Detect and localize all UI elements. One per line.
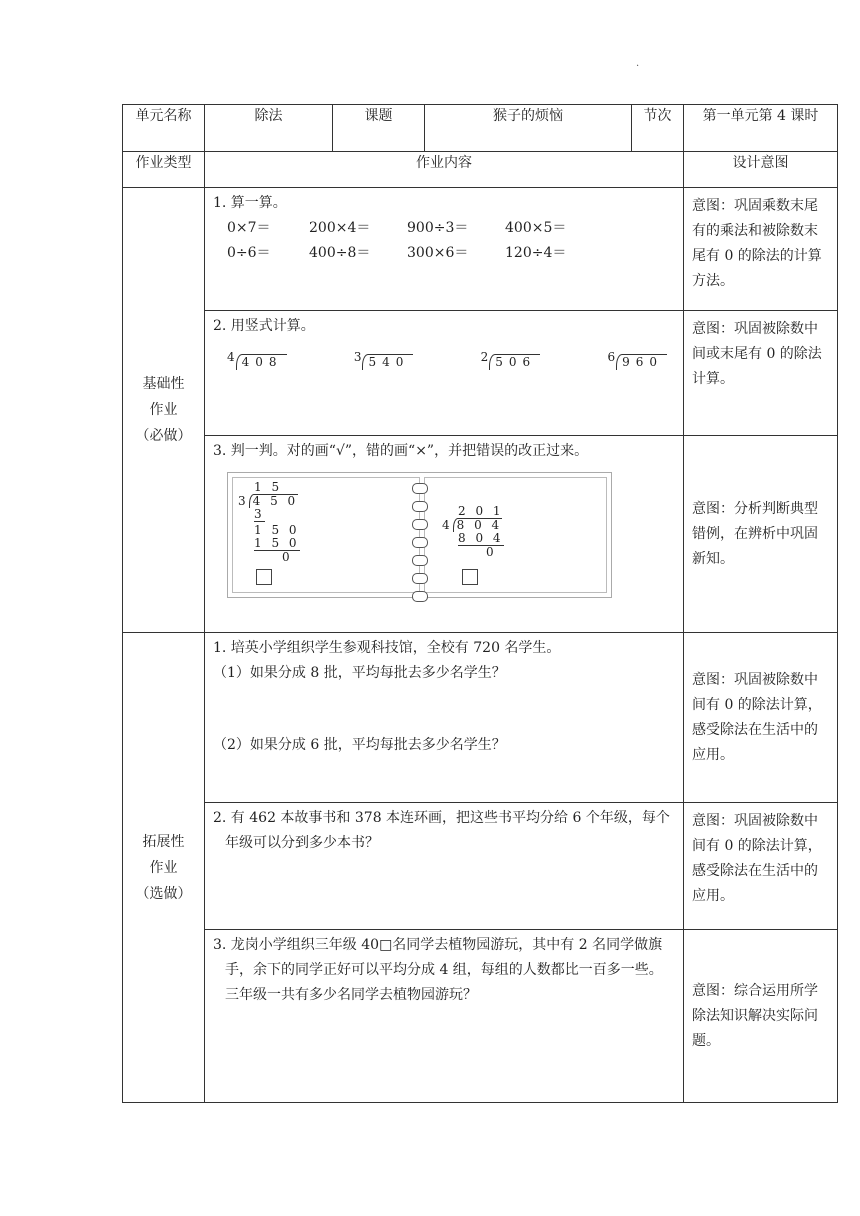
quotient: 1 5: [254, 480, 283, 494]
divisor: 4: [442, 518, 453, 532]
basic-category: [123, 188, 205, 633]
ext-q2-content: [205, 803, 684, 930]
basic-q2-row: [123, 311, 838, 436]
sub-question: （2）如果分成 6 批，平均每批去多少名学生？: [213, 737, 506, 753]
lesson-label: 节次: [632, 105, 684, 152]
dividend: 540: [362, 354, 413, 370]
worked-division-right: [442, 505, 504, 559]
ext-q2-row: [123, 803, 838, 930]
question-title: 2. 有 462 本故事书和 378 本连环画，把这些书平均分给 6 个年级，每个年级可以分到多少本书？: [213, 810, 670, 851]
notebook-rings: [412, 483, 428, 609]
remainder: 0: [486, 545, 497, 559]
ext-q3-content: [205, 930, 684, 1103]
ext-q3-row: [123, 930, 838, 1103]
unit-value: 除法: [205, 105, 333, 152]
ext-q1-content: [205, 633, 684, 803]
ext-q1-row: [123, 633, 838, 803]
basic-q3-row: [123, 436, 838, 633]
dividend: 8 0 4: [453, 518, 503, 532]
judge-answer-box-left[interactable]: [256, 569, 272, 585]
topic-value: 猴子的烦恼: [425, 105, 632, 152]
step: 1 5 0: [254, 523, 300, 537]
basic-q1-row: [123, 188, 838, 311]
page-mark: .: [636, 58, 640, 69]
judge-answer-box-right[interactable]: [462, 569, 478, 585]
sub-question: （1）如果分成 8 批，平均每批去多少名学生？: [213, 665, 506, 681]
ring: [412, 537, 428, 548]
calc-item: 300×6＝: [407, 245, 469, 261]
step: 3: [254, 507, 265, 521]
category-line: 基础性: [142, 376, 185, 392]
extended-category: [123, 633, 205, 1103]
long-division: [607, 345, 667, 370]
dividend: 408: [236, 354, 287, 370]
basic-q1-content: [205, 188, 684, 311]
ring: [412, 501, 428, 512]
calc-item: 900÷3＝: [407, 220, 469, 236]
calc-grid: [213, 216, 675, 266]
divisor: 3: [353, 350, 362, 364]
unit-label: 单元名称: [123, 105, 205, 152]
ring: [412, 483, 428, 494]
topic-label: 课题: [333, 105, 425, 152]
header-row: [123, 105, 838, 152]
dividend: 960: [616, 354, 667, 370]
basic-q3-intent: 意图：分析判断典型错例，在辨析中巩固新知。: [684, 436, 838, 633]
ring: [412, 591, 428, 602]
divisor: 6: [607, 350, 616, 364]
calc-item: 200×4＝: [309, 220, 371, 236]
basic-q3-content: [205, 436, 684, 633]
homework-table: [122, 104, 838, 1103]
question-title: 2. 用竖式计算。: [213, 318, 315, 334]
calc-item: 0÷6＝: [227, 245, 271, 261]
ring: [412, 555, 428, 566]
question-title: 3. 龙岗小学组织三年级 40□名同学去植物园游玩，其中有 2 名同学做旗手，余下的同学正好可以平均分成 4 组，每组的人数都比一百多一些。三年级一共有多少名同学去植物园游玩？: [213, 937, 663, 1003]
basic-q2-intent: 意图：巩固被除数中间或末尾有 0 的除法计算。: [684, 311, 838, 436]
category-line: （选做）: [135, 885, 192, 902]
ring: [412, 573, 428, 584]
category-line: 作业: [149, 402, 178, 418]
calc-item: 120÷4＝: [505, 245, 567, 261]
basic-q2-content: [205, 311, 684, 436]
dividend: 4 5 0: [249, 494, 299, 508]
notebook-figure: [227, 472, 612, 598]
long-division-row: [213, 339, 675, 370]
long-division: [227, 345, 287, 370]
divisor: 4: [227, 350, 235, 364]
category-line: （必做）: [135, 428, 192, 444]
calc-item: 400÷8＝: [309, 245, 371, 261]
column-header-row: [123, 152, 838, 188]
ring: [412, 519, 428, 530]
ext-q2-intent: 意图：巩固被除数中间有 0 的除法计算，感受除法在生活中的应用。: [684, 803, 838, 930]
question-title: 1. 培英小学组织学生参观科技馆，全校有 720 名学生。: [213, 640, 561, 656]
step: 8 0 4: [458, 531, 504, 545]
question-title: 1. 算一算。: [213, 195, 287, 211]
ext-q1-intent: 意图：巩固被除数中间有 0 的除法计算，感受除法在生活中的应用。: [684, 633, 838, 803]
quotient: 2 0 1: [458, 504, 504, 518]
ext-q3-intent: 意图：综合运用所学除法知识解决实际问题。: [684, 930, 838, 1103]
long-division: [354, 345, 414, 370]
col-intent: 设计意图: [684, 152, 838, 188]
long-division: [481, 345, 541, 370]
col-type: 作业类型: [123, 152, 205, 188]
question-title: 3. 判一判。对的画“√”，错的画“×”，并把错误的改正过来。: [213, 443, 589, 459]
category-line: 作业: [149, 859, 178, 876]
lesson-value: 第一单元第 4 课时: [684, 105, 838, 152]
basic-q1-intent: 意图：巩固乘数末尾有的乘法和被除数末尾有 0 的除法的计算方法。: [684, 188, 838, 311]
col-content: 作业内容: [205, 152, 684, 188]
remainder: 0: [282, 550, 293, 564]
divisor: 2: [480, 350, 489, 364]
divisor: 3: [238, 494, 249, 508]
dividend: 506: [489, 354, 540, 370]
calc-item: 400×5＝: [505, 220, 567, 236]
step: 1 5 0: [254, 536, 300, 550]
worked-division-left: [238, 481, 300, 564]
category-line: 拓展性: [142, 833, 185, 850]
calc-item: 0×7＝: [227, 220, 271, 236]
